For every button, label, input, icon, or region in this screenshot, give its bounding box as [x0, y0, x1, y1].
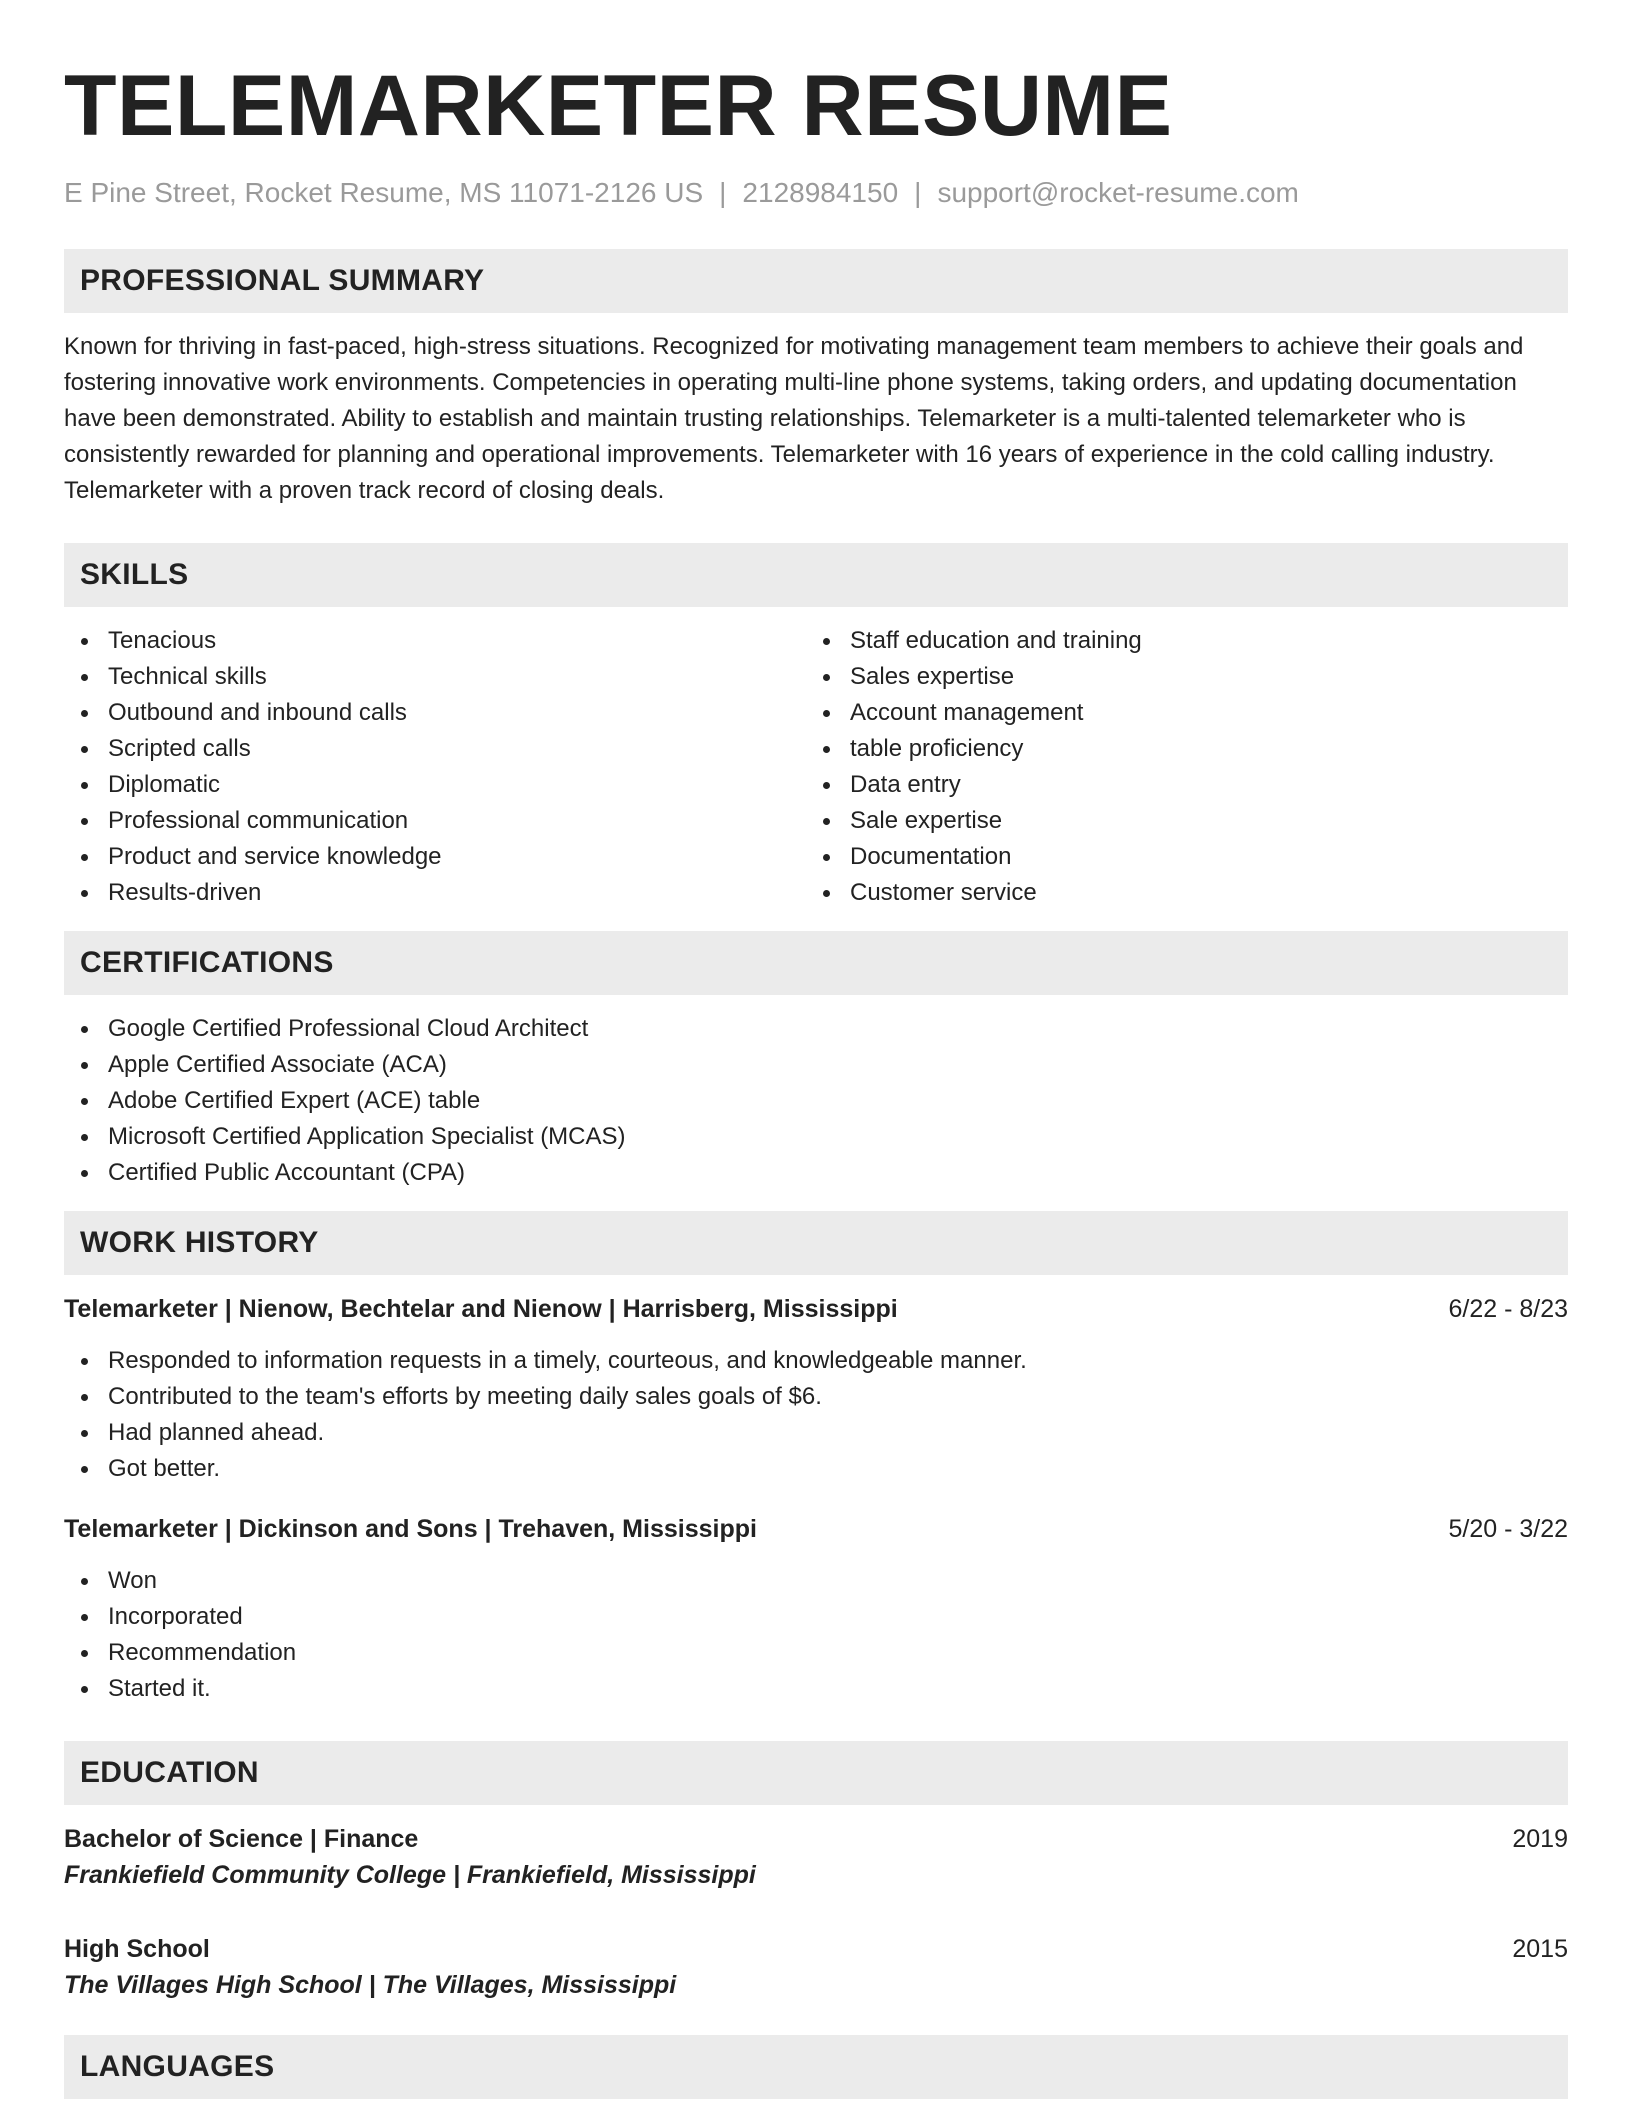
skill-item: Results-driven — [64, 875, 806, 911]
skill-item: Staff education and training — [806, 623, 1548, 659]
work-history-heading: WORK HISTORY — [80, 1226, 319, 1259]
job-bullet: Had planned ahead. — [64, 1415, 1568, 1451]
skills-list-left — [64, 623, 806, 911]
education-heading: EDUCATION — [80, 1756, 259, 1789]
summary-section-header — [64, 249, 1568, 313]
languages-section-header — [64, 2035, 1568, 2099]
job-bullets — [64, 1343, 1568, 1487]
skill-item: Professional communication — [64, 803, 806, 839]
education-school: The Villages High School | The Villages, Mississippi — [64, 1971, 677, 1999]
resume-title: TELEMARKETER RESUME — [64, 58, 1173, 154]
job-bullet: Recommendation — [64, 1635, 1568, 1671]
education-degree: High School — [64, 1935, 210, 1963]
education-degree: Bachelor of Science | Finance — [64, 1825, 419, 1853]
certification-item: Microsoft Certified Application Specialist (MCAS) — [64, 1119, 1568, 1155]
certifications-list — [64, 1011, 1568, 1191]
skill-item: Data entry — [806, 767, 1548, 803]
skill-item: Customer service — [806, 875, 1548, 911]
job-bullets — [64, 1563, 1568, 1707]
job-title: Telemarketer | Nienow, Bechtelar and Nienow | Harrisberg, Mississippi — [64, 1295, 898, 1323]
job-dates: 5/20 - 3/22 — [1448, 1515, 1568, 1543]
job-entry — [64, 1291, 1568, 1487]
skill-item: Outbound and inbound calls — [64, 695, 806, 731]
education-year: 2015 — [1512, 1935, 1568, 1963]
skill-item: Product and service knowledge — [64, 839, 806, 875]
contact-phone: 2128984150 — [742, 177, 899, 208]
contact-address: E Pine Street, Rocket Resume, MS 11071-2126 US — [64, 177, 704, 208]
education-school: Frankiefield Community College | Frankiefield, Mississippi — [64, 1861, 756, 1889]
job-bullet: Responded to information requests in a timely, courteous, and knowledgeable manner. — [64, 1343, 1568, 1379]
education-header — [64, 1931, 1568, 1967]
skill-item: Tenacious — [64, 623, 806, 659]
skills-grid — [64, 623, 1568, 911]
skill-item: Technical skills — [64, 659, 806, 695]
resume-page — [64, 0, 1568, 2099]
contact-separator: | — [719, 177, 727, 208]
job-bullet: Got better. — [64, 1451, 1568, 1487]
job-entry — [64, 1511, 1568, 1707]
education-entry — [64, 1931, 1568, 2003]
education-entry — [64, 1821, 1568, 1893]
skill-item: Documentation — [806, 839, 1548, 875]
job-bullet: Started it. — [64, 1671, 1568, 1707]
certification-item: Google Certified Professional Cloud Architect — [64, 1011, 1568, 1047]
education-section-header — [64, 1741, 1568, 1805]
certifications-section-header — [64, 931, 1568, 995]
skill-item: Account management — [806, 695, 1548, 731]
job-bullet: Incorporated — [64, 1599, 1568, 1635]
summary-text: Known for thriving in fast-paced, high-stress situations. Recognized for motivating management team members to achieve their goals and fostering innovative work environments. Competencies in operating multi-line phone systems, taking orders, and updating documentation have been demonstrated. Ability to establish and maintain trusting relationships. Telemarketer is a multi-talented telemarketer who is consistently rewarded for planning and operational improvements. Telemarketer with 16 years of experience in the cold calling industry. Telemarketer with a proven track record of closing deals. — [64, 333, 1524, 504]
job-bullet: Won — [64, 1563, 1568, 1599]
skills-heading: SKILLS — [80, 558, 189, 591]
contact-separator: | — [914, 177, 922, 208]
skills-list-right — [806, 623, 1548, 911]
certifications-heading: CERTIFICATIONS — [80, 946, 334, 979]
contact-email: support@rocket-resume.com — [937, 177, 1299, 208]
summary-heading: PROFESSIONAL SUMMARY — [80, 264, 485, 297]
skill-item: Sale expertise — [806, 803, 1548, 839]
job-dates: 6/22 - 8/23 — [1448, 1295, 1568, 1323]
certification-item: Certified Public Accountant (CPA) — [64, 1155, 1568, 1191]
job-bullet: Contributed to the team's efforts by meeting daily sales goals of $6. — [64, 1379, 1568, 1415]
skill-item: Diplomatic — [64, 767, 806, 803]
job-header — [64, 1291, 1568, 1327]
skill-item: Scripted calls — [64, 731, 806, 767]
job-title: Telemarketer | Dickinson and Sons | Trehaven, Mississippi — [64, 1515, 757, 1543]
education-year: 2019 — [1512, 1825, 1568, 1853]
skill-item: Sales expertise — [806, 659, 1548, 695]
work-history-section-header — [64, 1211, 1568, 1275]
education-header — [64, 1821, 1568, 1857]
certification-item: Apple Certified Associate (ACA) — [64, 1047, 1568, 1083]
job-header — [64, 1511, 1568, 1547]
certification-item: Adobe Certified Expert (ACE) table — [64, 1083, 1568, 1119]
skill-item: table proficiency — [806, 731, 1548, 767]
contact-line — [64, 176, 1568, 210]
languages-heading: LANGUAGES — [80, 2050, 275, 2083]
skills-section-header — [64, 543, 1568, 607]
